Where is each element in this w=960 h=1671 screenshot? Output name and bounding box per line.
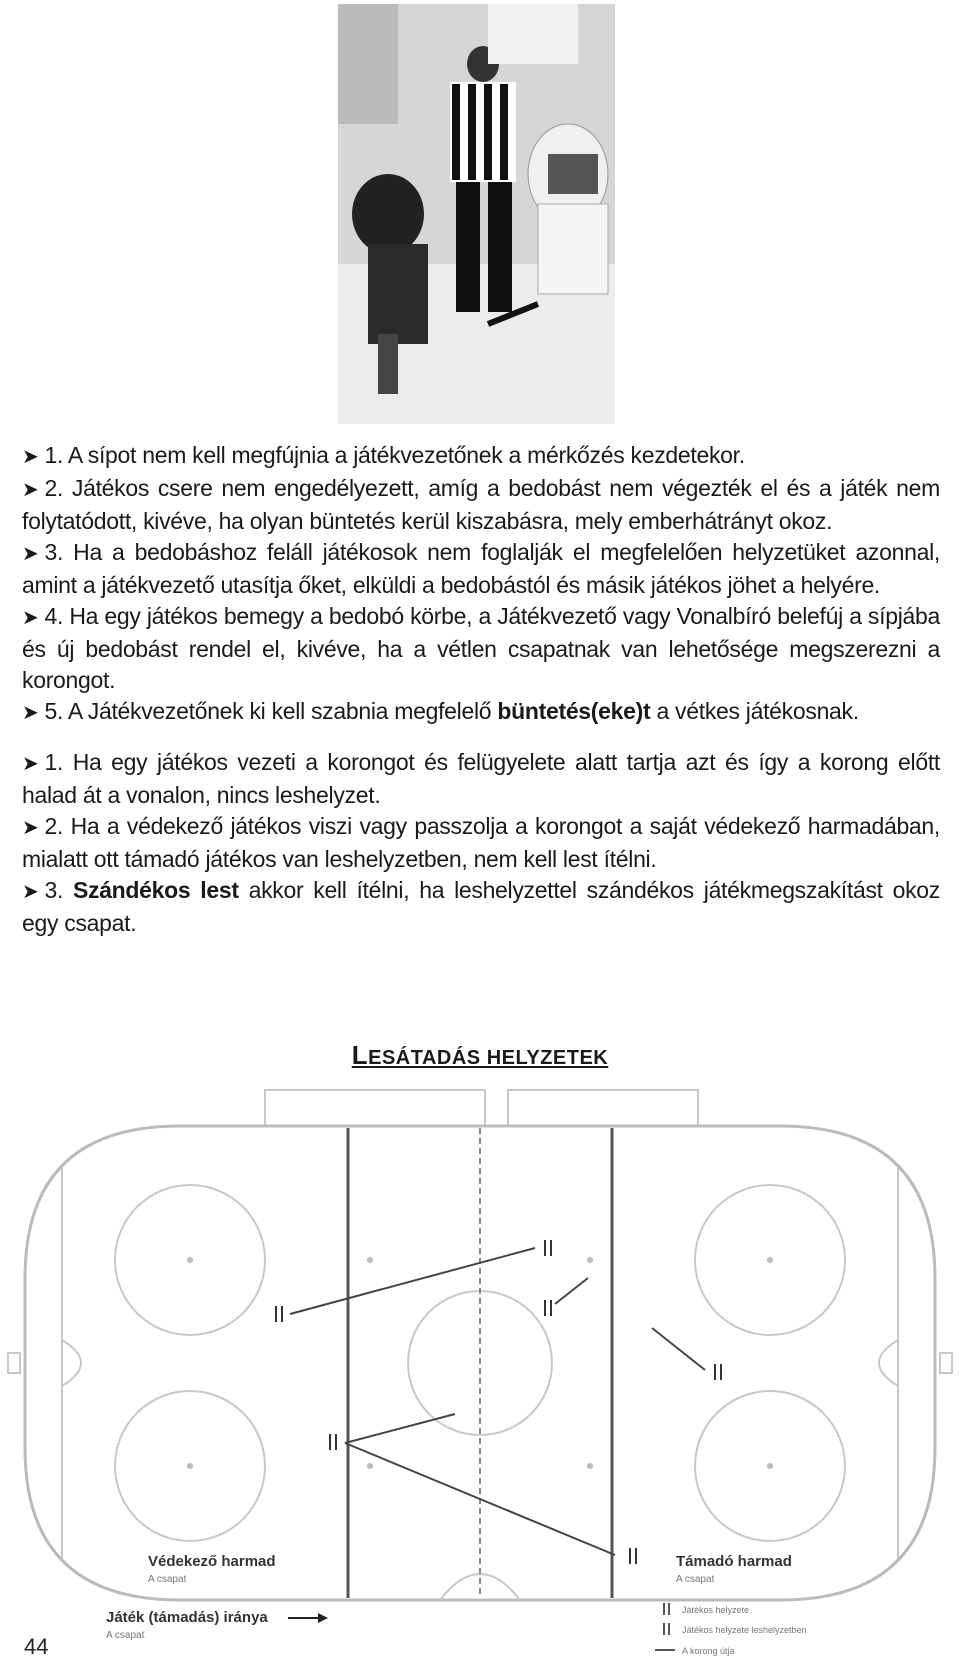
faceoff-rule-4: ➤ 4. Ha egy játékos bemegy a bedobó körbe, a Játékvezető vagy Vonalbíró belefúj a sípjába és új bedobást rendel el, kivéve, ha a vétlen csapatnak van lehetősége megszerezni a korongot. — [22, 603, 941, 693]
arrow-icon: ➤ — [22, 607, 39, 629]
arrow-head-icon — [318, 1613, 328, 1623]
right-zone-label: Támadó harmad — [676, 1553, 792, 1570]
bench-right — [508, 1090, 698, 1126]
page-number: 44 — [24, 1634, 49, 1659]
pass-path — [290, 1248, 535, 1314]
faceoff-rule-3: ➤ 3. Ha a bedobáshoz feláll játékosok nem foglalják el megfelelően helyzetüket azonnal, amint a játékvezető utasítja őket, elküldi a bedobástól és másik játékos jöhet a helyére. — [22, 539, 940, 598]
legend-puck-path: A korong útja — [682, 1646, 735, 1656]
bench-left — [265, 1090, 485, 1126]
left-team-label: A csapat — [148, 1574, 187, 1585]
arrow-icon: ➤ — [22, 479, 39, 501]
legend-player: Játékos helyzete — [682, 1605, 750, 1615]
rink-diagram — [0, 1088, 960, 1666]
pass-path — [652, 1328, 705, 1370]
left-zone-label: Védekező harmad — [148, 1553, 276, 1570]
hockey-faceoff-photo — [338, 4, 615, 424]
pass-path — [555, 1278, 588, 1304]
direction-label: Játék (támadás) iránya — [106, 1609, 268, 1626]
arrow-icon: ➤ — [22, 817, 39, 839]
section-heading: LESÁTADÁS HELYZETEK — [351, 1040, 609, 1070]
arrow-icon: ➤ — [22, 753, 39, 775]
arrow-icon: ➤ — [22, 702, 39, 724]
faceoff-rule-5: ➤ 5. A Játékvezetőnek ki kell szabnia megfelelő büntetés(eke)t a vétkes játékosnak. — [22, 698, 859, 724]
right-team-label: A csapat — [676, 1574, 715, 1585]
offside-rule-3: ➤ 3. Szándékos lest akkor kell ítélni, ha leshelyzettel szándékos játékmegszakítást okoz egy csapat. — [22, 877, 941, 936]
offside-rule-1: ➤ 1. Ha egy játékos vezeti a korongot és felügyelete alatt tartja azt és így a korong előtt halad át a vonalon, nincs leshelyzet. — [22, 749, 941, 808]
arrow-icon: ➤ — [22, 446, 39, 468]
faceoff-rule-2: ➤ 2. Játékos csere nem engedélyezett, amíg a bedobást nem végezték el és a játék nem folytatódott, kivéve, ha olyan büntetés kerül kiszabásra, mely emberhátrányt okoz. — [22, 475, 941, 534]
direction-team-label: A csapat — [106, 1630, 145, 1641]
faceoff-rule-1: ➤ 1. A sípot nem kell megfújnia a játékvezetőnek a mérkőzés kezdetekor. — [22, 442, 745, 468]
legend-offside: Játékos helyzete leshelyzetben — [682, 1625, 807, 1635]
arrow-icon: ➤ — [22, 881, 39, 903]
offside-rule-2: ➤ 2. Ha a védekező játékos viszi vagy passzolja a korongot a saját védekező harmadában, mialatt ott támadó játékos van leshelyzetben, nem kell lest ítélni. — [22, 813, 941, 872]
arrow-icon: ➤ — [22, 543, 39, 565]
pass-path — [345, 1414, 455, 1443]
rules-text — [22, 440, 940, 939]
